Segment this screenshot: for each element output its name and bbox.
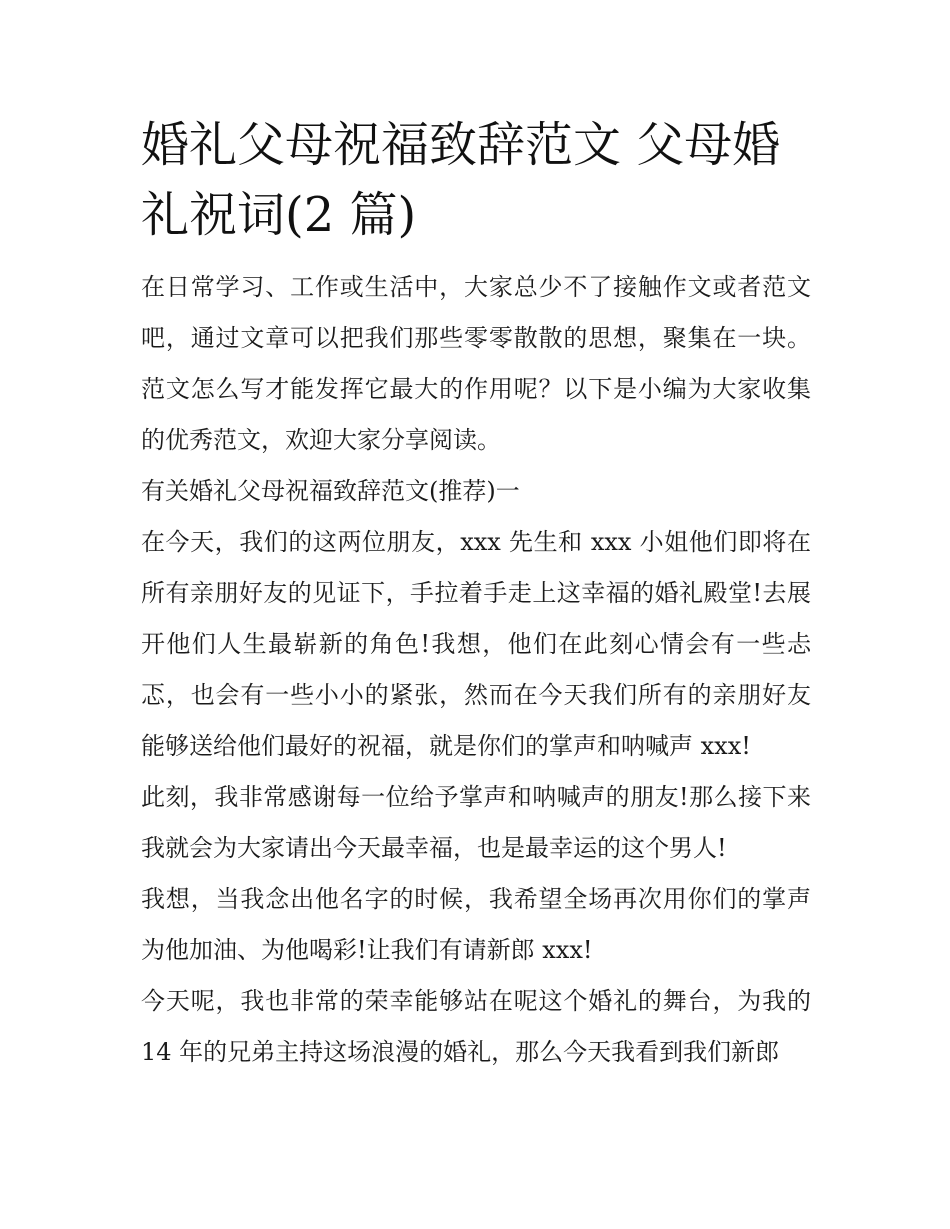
body-paragraph: 今天呢，我也非常的荣幸能够站在呢这个婚礼的舞台，为我的 14 年的兄弟主持这场浪漫的婚礼，那么今天我看到我们新郎 — [141, 987, 811, 1066]
body-paragraph: 此刻，我非常感谢每一位给予掌声和呐喊声的朋友!那么接下来我就会为大家请出今天最幸福，也是最幸运的这个男人! — [141, 783, 811, 862]
body-paragraph: 我想，当我念出他名字的时候，我希望全场再次用你们的掌声为他加油、为他喝彩!让我们有请新郎 xxx! — [141, 885, 811, 964]
document-content — [141, 110, 811, 1078]
section-heading: 有关婚礼父母祝福致辞范文(推荐)一 — [141, 477, 520, 505]
intro-paragraph: 在日常学习、工作或生活中，大家总少不了接触作文或者范文吧，通过文章可以把我们那些零零散散的思想，聚集在一块。范文怎么写才能发挥它最大的作用呢？以下是小编为大家收集的优秀范文，欢迎大家分享阅读。 — [141, 273, 811, 454]
document-title: 婚礼父母祝福致辞范文 父母婚礼祝词(2 篇) — [141, 117, 781, 243]
document-body — [141, 262, 811, 1078]
body-paragraph: 在今天，我们的这两位朋友，xxx 先生和 xxx 小姐他们即将在所有亲朋好友的见证下，手拉着手走上这幸福的婚礼殿堂!去展开他们人生最崭新的角色!我想，他们在此刻心情会有一些忐忑，也会有一些小小的紧张，然而在今天我们所有的亲朋好友能够送给他们最好的祝福，就是你们的掌声和呐喊声 xxx! — [141, 528, 811, 760]
